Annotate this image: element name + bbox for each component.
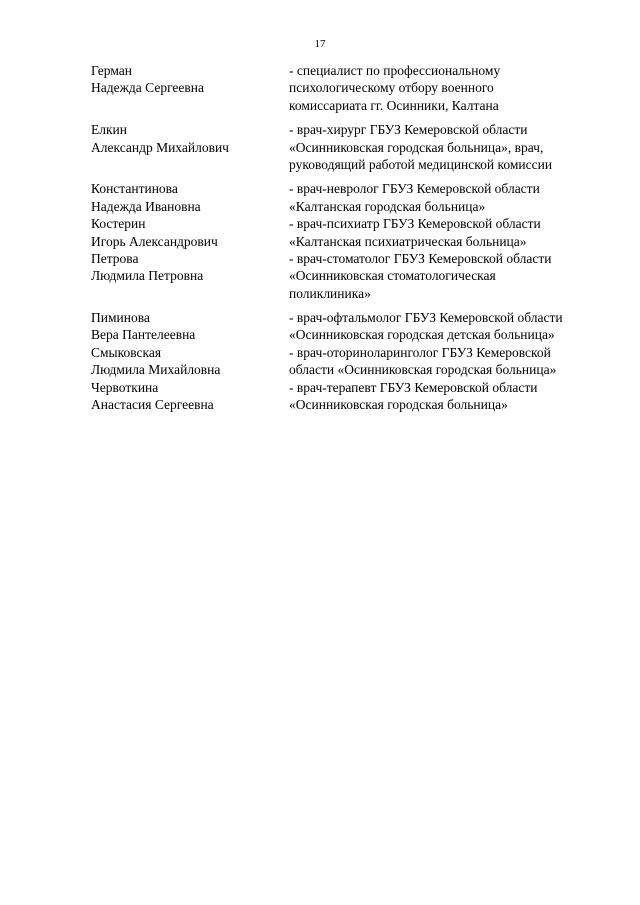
- member-given-names: Анастасия Сергеевна: [91, 397, 214, 413]
- page-number: 17: [314, 38, 326, 50]
- member-row: [91, 215, 611, 250]
- member-position-line: «Осинниковская городская больница», врач,: [289, 139, 544, 155]
- member-surname: Костерин: [91, 216, 146, 232]
- member-position-line: - врач-оториноларинголог ГБУЗ Кемеровской: [289, 344, 551, 360]
- member-position-line: «Калтанская психиатрическая больница»: [289, 233, 527, 249]
- member-position-line: «Осинниковская городская больница»: [289, 397, 508, 413]
- member-name: [91, 180, 289, 215]
- member-name: [91, 309, 289, 344]
- member-given-names: Игорь Александрович: [91, 233, 218, 249]
- member-row: [91, 250, 611, 302]
- member-surname: Константинова: [91, 181, 178, 197]
- member-position: [289, 215, 611, 250]
- member-position-line: - врач-невролог ГБУЗ Кемеровской области: [289, 181, 540, 197]
- member-name: [91, 121, 289, 173]
- member-position: [289, 309, 611, 344]
- member-name: [91, 215, 289, 250]
- member-surname: Елкин: [91, 122, 127, 138]
- member-given-names: Людмила Петровна: [91, 268, 204, 284]
- member-position: [289, 180, 611, 215]
- member-position-line: поликлиника»: [289, 285, 371, 301]
- member-position-line: - врач-психиатр ГБУЗ Кемеровской области: [289, 216, 541, 232]
- member-position-line: - врач-стоматолог ГБУЗ Кемеровской области: [289, 250, 552, 266]
- member-given-names: Надежда Сергеевна: [91, 80, 205, 96]
- member-position-line: «Калтанская городская больница»: [289, 198, 486, 214]
- member-given-names: Надежда Ивановна: [91, 198, 201, 214]
- member-name: [91, 344, 289, 379]
- member-position-line: руководящий работой медицинской комиссии: [289, 156, 553, 172]
- member-position-line: - врач-терапевт ГБУЗ Кемеровской области: [289, 379, 538, 395]
- member-position: [289, 379, 611, 414]
- member-position-line: «Осинниковская городская детская больница»: [289, 327, 555, 343]
- member-row: [91, 180, 611, 215]
- member-row: [91, 62, 611, 114]
- member-name: [91, 62, 289, 114]
- member-surname: Червоткина: [91, 379, 159, 395]
- member-given-names: Людмила Михайловна: [91, 362, 221, 378]
- member-position: [289, 62, 611, 114]
- member-surname: Петрова: [91, 250, 139, 266]
- commission-members-list: [91, 62, 611, 413]
- member-row: [91, 344, 611, 379]
- member-position: [289, 344, 611, 379]
- member-position-line: «Осинниковская стоматологическая: [289, 268, 496, 284]
- member-position-line: психологическому отбору военного: [289, 80, 494, 96]
- member-position-line: - врач-хирург ГБУЗ Кемеровской области: [289, 122, 528, 138]
- member-row: [91, 309, 611, 344]
- member-row: [91, 121, 611, 173]
- member-position-line: - специалист по профессиональному: [289, 63, 501, 78]
- member-position: [289, 121, 611, 173]
- member-position-line: комиссариата гг. Осинники, Калтана: [289, 97, 499, 113]
- member-surname: Пиминова: [91, 310, 150, 326]
- member-name: [91, 250, 289, 302]
- member-name: [91, 379, 289, 414]
- member-position-line: - врач-офтальмолог ГБУЗ Кемеровской области: [289, 310, 563, 326]
- member-position: [289, 250, 611, 302]
- member-given-names: Александр Михайлович: [91, 139, 229, 155]
- member-position-line: области «Осинниковская городская больница»: [289, 362, 557, 378]
- member-surname: Герман: [91, 63, 132, 78]
- member-row: [91, 379, 611, 414]
- member-given-names: Вера Пантелеевна: [91, 327, 196, 343]
- member-surname: Смыковская: [91, 344, 162, 360]
